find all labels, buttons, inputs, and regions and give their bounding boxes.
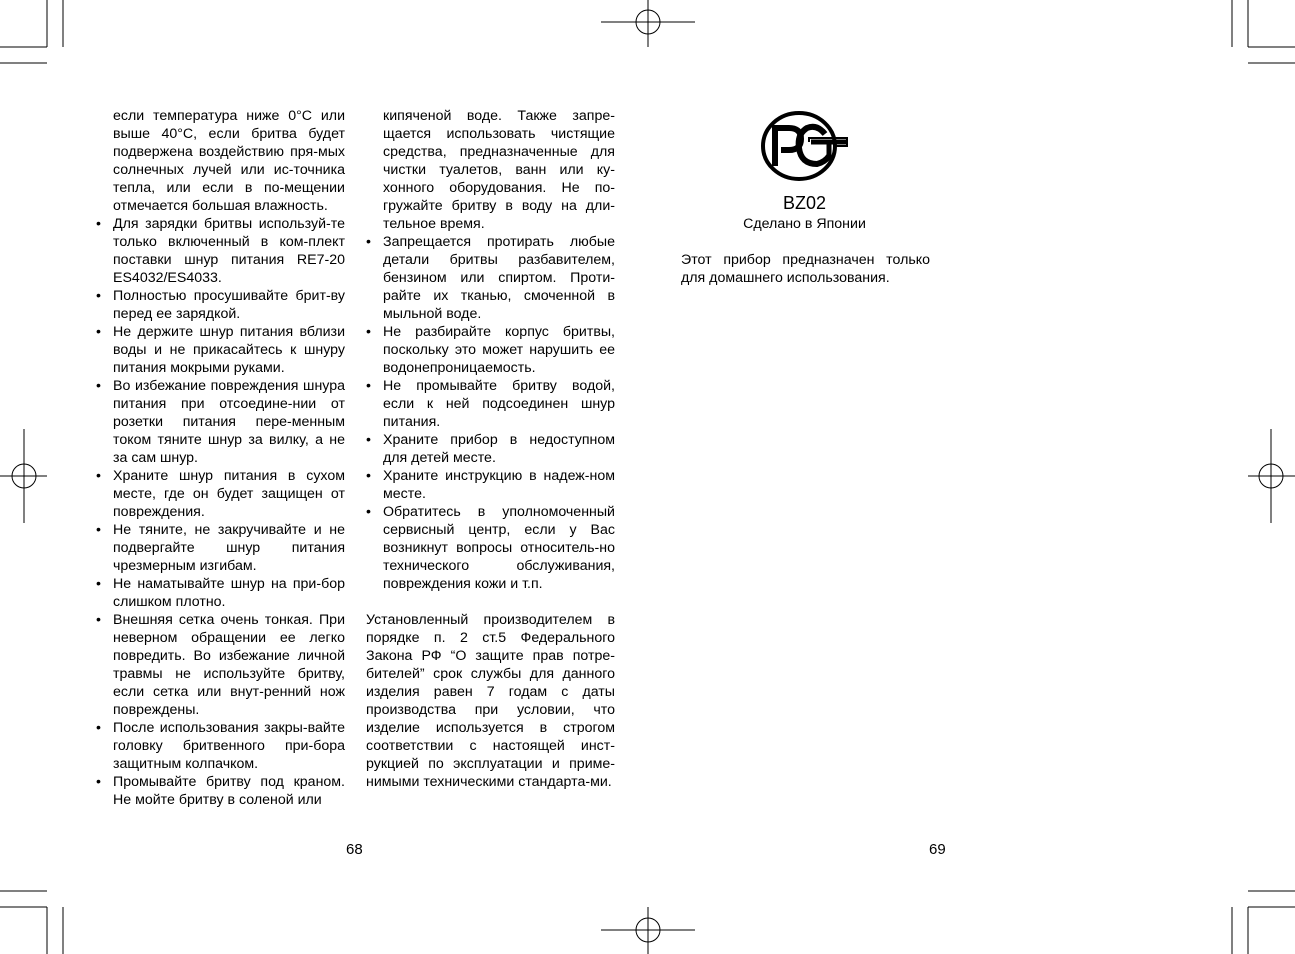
bullet-icon: • [366, 432, 371, 448]
bullet-icon: • [96, 468, 101, 484]
list-item-text: Промывайте бритву под краном. Не мойте бритву в соленой или [113, 774, 345, 808]
list-item-text: Храните прибор в недоступном для детей месте. [383, 432, 615, 466]
left-column [96, 107, 345, 809]
bullet-icon: • [96, 720, 101, 736]
registration-mark-right [1248, 429, 1295, 523]
page-number-right: 69 [929, 841, 946, 858]
registration-mark-left [0, 429, 47, 523]
list-item [96, 521, 345, 575]
bullet-icon: • [366, 468, 371, 484]
page-number-left: 68 [346, 841, 363, 858]
list-item-text: Не тяните, не закручивайте и не подвергайте шнур питания чрезмерным изгибам. [113, 522, 345, 574]
list-item-text: Для зарядки бритвы используй-те только включенный в ком-плект поставки шнур питания RE7-20 ES4032/ES4033. [113, 216, 345, 286]
list-item [96, 377, 345, 467]
list-item [366, 233, 615, 323]
service-life-paragraph: Установленный производителем в порядке п. 2 ст.5 Федерального Закона РФ “О защите прав потре-бителей” срок службы для данного изделия равен 7 годам с даты производства при условии, что изделие используется в строгом соответствии с настоящей инст-рукцией по эксплуатации и приме-нимыми техническими стандарта-ми. [366, 612, 615, 790]
list-item [96, 719, 345, 773]
list-item [96, 215, 345, 287]
bullet-icon: • [96, 288, 101, 304]
bullet-icon: • [96, 216, 101, 232]
list-item [366, 377, 615, 431]
list-item-text: Внешняя сетка очень тонкая. При неверном обращении ее легко повредить. Во избежание личной травмы не используйте бритву, если сетка или внут-ренний нож повреждены. [113, 612, 345, 718]
list-item-text: Не наматывайте шнур на при-бор слишком плотно. [113, 576, 345, 610]
list-item [366, 431, 615, 467]
list-item [366, 467, 615, 503]
bullet-icon: • [96, 378, 101, 394]
household-use-notice: Этот прибор предназначен только для домашнего использования. [681, 252, 930, 286]
right-column [681, 251, 930, 287]
lead-text: кипяченой воде. Также запре-щается использовать чистящие средства, предназначенные для чистки туалетов, ванн или ку-хонного оборудования. Не по-гружайте бритву в воду на дли-тельное время. [383, 108, 615, 232]
list-item-text: Храните шнур питания в сухом месте, где он будет защищен от повреждения. [113, 468, 345, 520]
list-item-text: После использования закры-вайте головку бритвенного при-бора защитным колпачком. [113, 720, 345, 772]
list-item-text: Полностью просушивайте брит-ву перед ее зарядкой. [113, 288, 345, 322]
list-item [96, 575, 345, 611]
registration-mark-top [601, 0, 695, 47]
list-item-text: Храните инструкцию в надеж-ном месте. [383, 468, 615, 502]
list-item-text: Не разбирайте корпус бритвы, поскольку это может нарушить ее водонепроницаемость. [383, 324, 615, 376]
registration-mark-bottom [601, 907, 695, 954]
bullet-icon: • [96, 522, 101, 538]
model-number: BZ02 [782, 193, 827, 213]
bullet-list [96, 215, 345, 809]
bullet-icon: • [96, 324, 101, 340]
lead-text: если температура ниже 0°C или выше 40°C, если бритва будет подвержена воздействию пря-мых солнечных лучей или ис-точника тепла, или если в по-мещении отмечается большая влажность. [113, 108, 345, 214]
bullet-icon: • [366, 234, 371, 250]
list-item-text: Не промывайте бритву водой, если к ней подсоединен шнур питания. [383, 378, 615, 430]
pct-certification-logo [759, 108, 851, 184]
bullet-icon: • [366, 504, 371, 520]
bullet-list [366, 233, 615, 593]
list-item-text: Обратитесь в уполномоченный сервисный центр, если у Вас возникнут вопросы относитель-но технического обслуживания, повреждения кожи и т.п. [383, 504, 615, 592]
made-in-label: Сделано в Японии [743, 216, 866, 232]
middle-column [366, 107, 615, 791]
bullet-icon: • [366, 378, 371, 394]
list-item [96, 287, 345, 323]
list-item [366, 503, 615, 593]
bullet-icon: • [96, 576, 101, 592]
list-item-text: Запрещается протирать любые детали бритвы разбавителем, бензином или спиртом. Проти-райте их тканью, смоченной в мыльной воде. [383, 234, 615, 322]
list-item [96, 773, 345, 809]
list-item [96, 467, 345, 521]
bullet-icon: • [96, 774, 101, 790]
bullet-icon: • [366, 324, 371, 340]
list-item-text: Во избежание повреждения шнура питания при отсоедине-нии от розетки питания пере-менным током тяните шнур за вилку, а не за сам шнур. [113, 378, 345, 466]
bullet-icon: • [96, 612, 101, 628]
list-item [96, 323, 345, 377]
list-item-text: Не держите шнур питания вблизи воды и не прикасайтесь к шнуру питания мокрыми руками. [113, 324, 345, 376]
list-item [366, 323, 615, 377]
list-item [96, 611, 345, 719]
